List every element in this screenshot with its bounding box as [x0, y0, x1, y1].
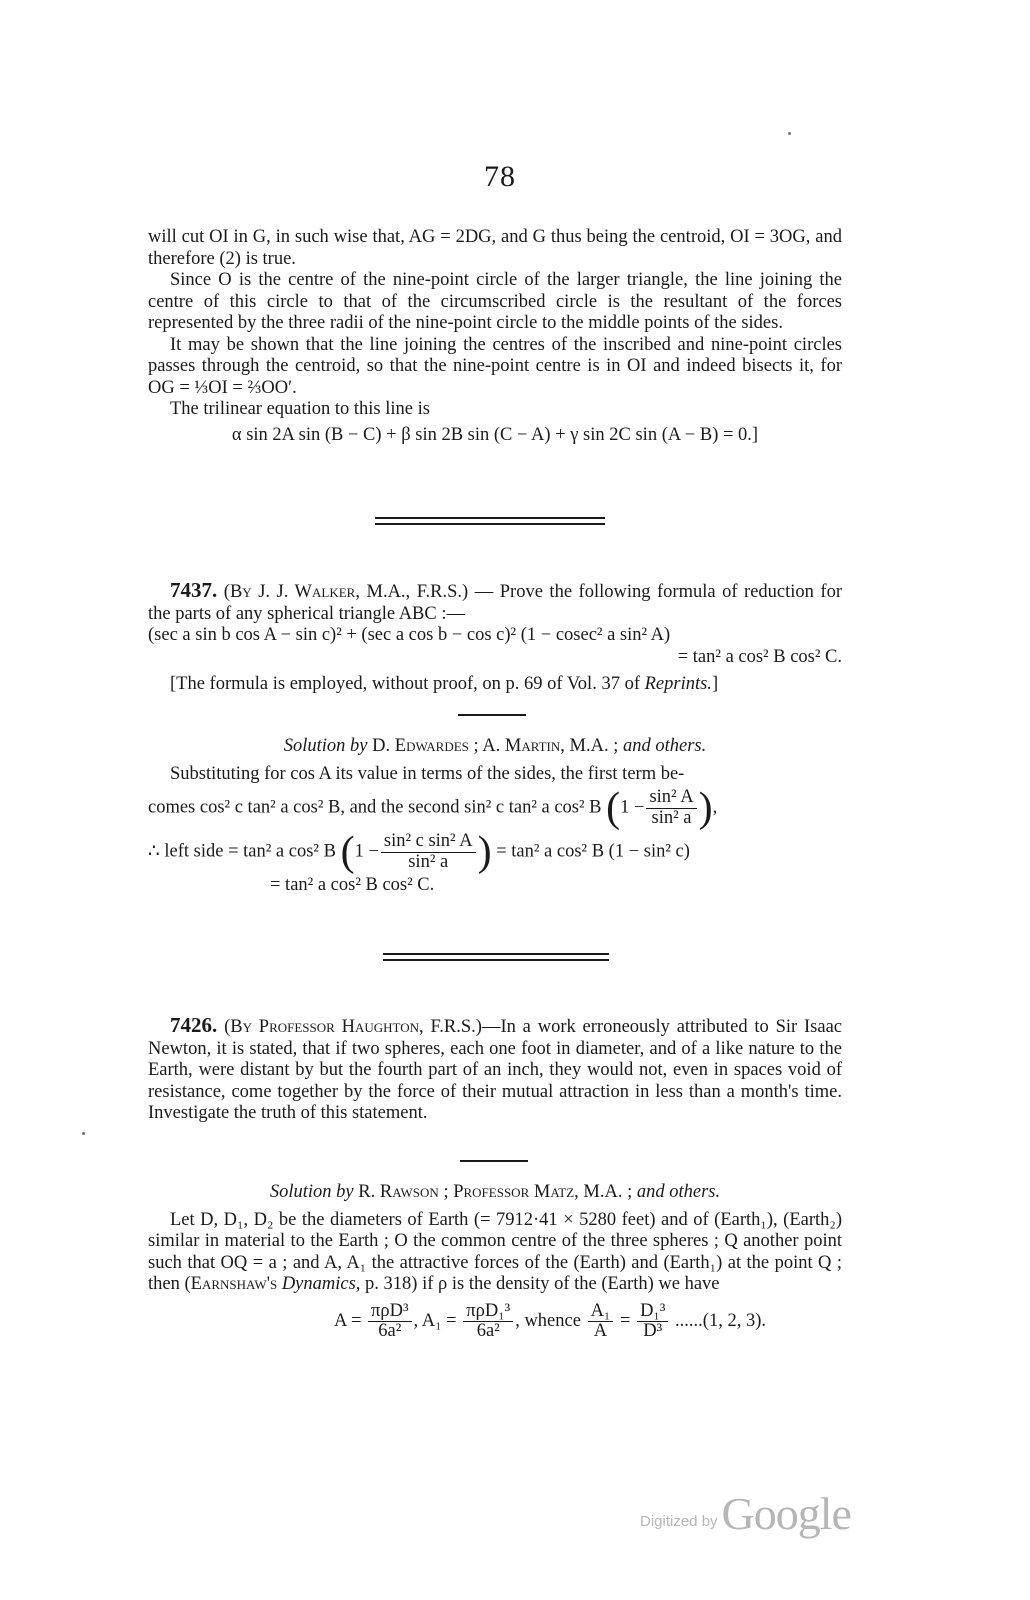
solution-line: Substituting for cos A its value in terms of the sides, the first term be-: [170, 763, 685, 784]
speck-mark: [82, 1132, 85, 1135]
solution-line: ∴ left side = tan² a cos² B (1 − $\frac{\text{sin² c sin² A}}{\text{sin² a}}$ ) = tan² a cos² B (1 − sin² c): [148, 829, 690, 875]
question-text: —In a work erroneously attributed to Sir Isaac Newton, it is stated, that if two spheres, each one foot in diameter, and of a like nature to the Earth, were distant by but the fourth part of an inch, they would not, even in spaces void of resistance, come together by the force of their mutual attraction in less than a month's time. Investigate the truth of this statement.: [148, 1017, 843, 1123]
fraction: $\frac{\text{πρD₁³}}{\text{6a²}}$: [463, 1302, 513, 1342]
question-number: 7426.: [170, 1013, 218, 1037]
formula-line: = tan² a cos² B cos² C.: [677, 646, 842, 667]
density-equation: A = $\frac{\text{πρD³}}{\text{6a²}}$ , A₁ = $\frac{\text{πρD₁³}}{\text{6a²}}$ , whence $\frac{\text{A₁}}{A}$ = $\frac{\text{D₁³}}{\text{D³}}$ ......(1, 2, 3).: [334, 1300, 766, 1341]
solution-line: comes cos² c tan² a cos² B, and the second sin² c tan² a cos² B (1 − $\frac{\text{sin² A}}{\text{sin² a}}$ ),: [148, 785, 718, 831]
solution-paragraph: Let D, D₁, D₂ be the diameters of Earth (= 7912·41 × 5280 feet) and of (Earth₁), (Earth₂) similar in material to the Earth ; O the common centre of the three spheres ; Q another point such that OQ = a ; and A, A₁ the attractive forces of the (Earth) and (Earth₁) at the point Q ; then (Earnshaw's Dynamics, p. 318) if ρ is the density of the (Earth) we have: [148, 1209, 842, 1294]
paragraph: Since O is the centre of the nine-point circle of the larger triangle, the line joining the centre of this circle to that of the circumscribed circle is the resultant of the forces represented by the three radii of the nine-point circle to the middle points of the sides.: [148, 270, 842, 333]
digitized-by-google-watermark: Digitized by Google: [640, 1488, 851, 1539]
question-statement: [148, 1015, 842, 1125]
question-statement: [148, 580, 842, 625]
question-text: — Prove the following formula of reduction for the parts of any spherical triangle ABC :—: [148, 582, 843, 624]
solution-divider: [460, 1160, 528, 1162]
solution-attribution: Solution by R. Rawson ; Professor Matz, M.A. ; and others.: [269, 1182, 721, 1202]
note: [The formula is employed, without proof, on p. 69 of Vol. 37 of Reprints.]: [170, 674, 719, 694]
trilinear-equation: α sin 2A sin (B − C) + β sin 2B sin (C − A) + γ sin 2C sin (A − B) = 0.]: [231, 424, 759, 445]
solution-7437: [148, 736, 842, 897]
solution-divider: [458, 714, 526, 716]
fraction: $\frac{\text{sin² c sin² A}}{\text{sin² a}}$: [381, 832, 476, 872]
paragraph: The trilinear equation to this line is: [170, 399, 430, 419]
section-continuation: [148, 227, 842, 446]
question-7437: [148, 580, 842, 696]
fraction: $\frac{\text{πρD³}}{\text{6a²}}$: [368, 1302, 411, 1342]
page-number: 78: [484, 160, 516, 193]
section-divider: [375, 517, 605, 519]
question-number: 7437.: [170, 578, 218, 602]
paragraph: will cut OI in G, in such wise that, AG = 2DG, and G thus being the centroid, OI = 3OG, and therefore (2) is true.: [148, 227, 842, 269]
formula-line: (sec a sin b cos A − sin c)² + (sec a cos b − cos c)² (1 − cosec² a sin² A): [148, 625, 671, 645]
section-divider: [383, 953, 609, 955]
question-author: (By J. J. Walker, M.A., F.R.S.): [223, 582, 469, 602]
question-author: (By Professor Haughton, F.R.S.): [224, 1017, 482, 1037]
fraction: $\frac{\text{D₁³}}{\text{D³}}$: [637, 1302, 668, 1342]
solution-7426: [148, 1182, 842, 1341]
question-7426: [148, 1015, 842, 1125]
solution-attribution: Solution by D. Edwardes ; A. Martin, M.A. ; and others.: [283, 736, 707, 756]
fraction: $\frac{\text{A₁}}{A}$: [588, 1302, 614, 1342]
fraction: $\frac{\text{sin² A}}{\text{sin² a}}$: [646, 788, 696, 828]
solution-line: = tan² a cos² B cos² C.: [270, 875, 435, 895]
speck-mark: [788, 132, 791, 135]
paragraph: It may be shown that the line joining the centres of the inscribed and nine-point circles passes through the centroid, so that the nine-point centre is in OI and indeed bisects it, for OG = ⅓OI = ⅔OO′.: [148, 334, 842, 398]
